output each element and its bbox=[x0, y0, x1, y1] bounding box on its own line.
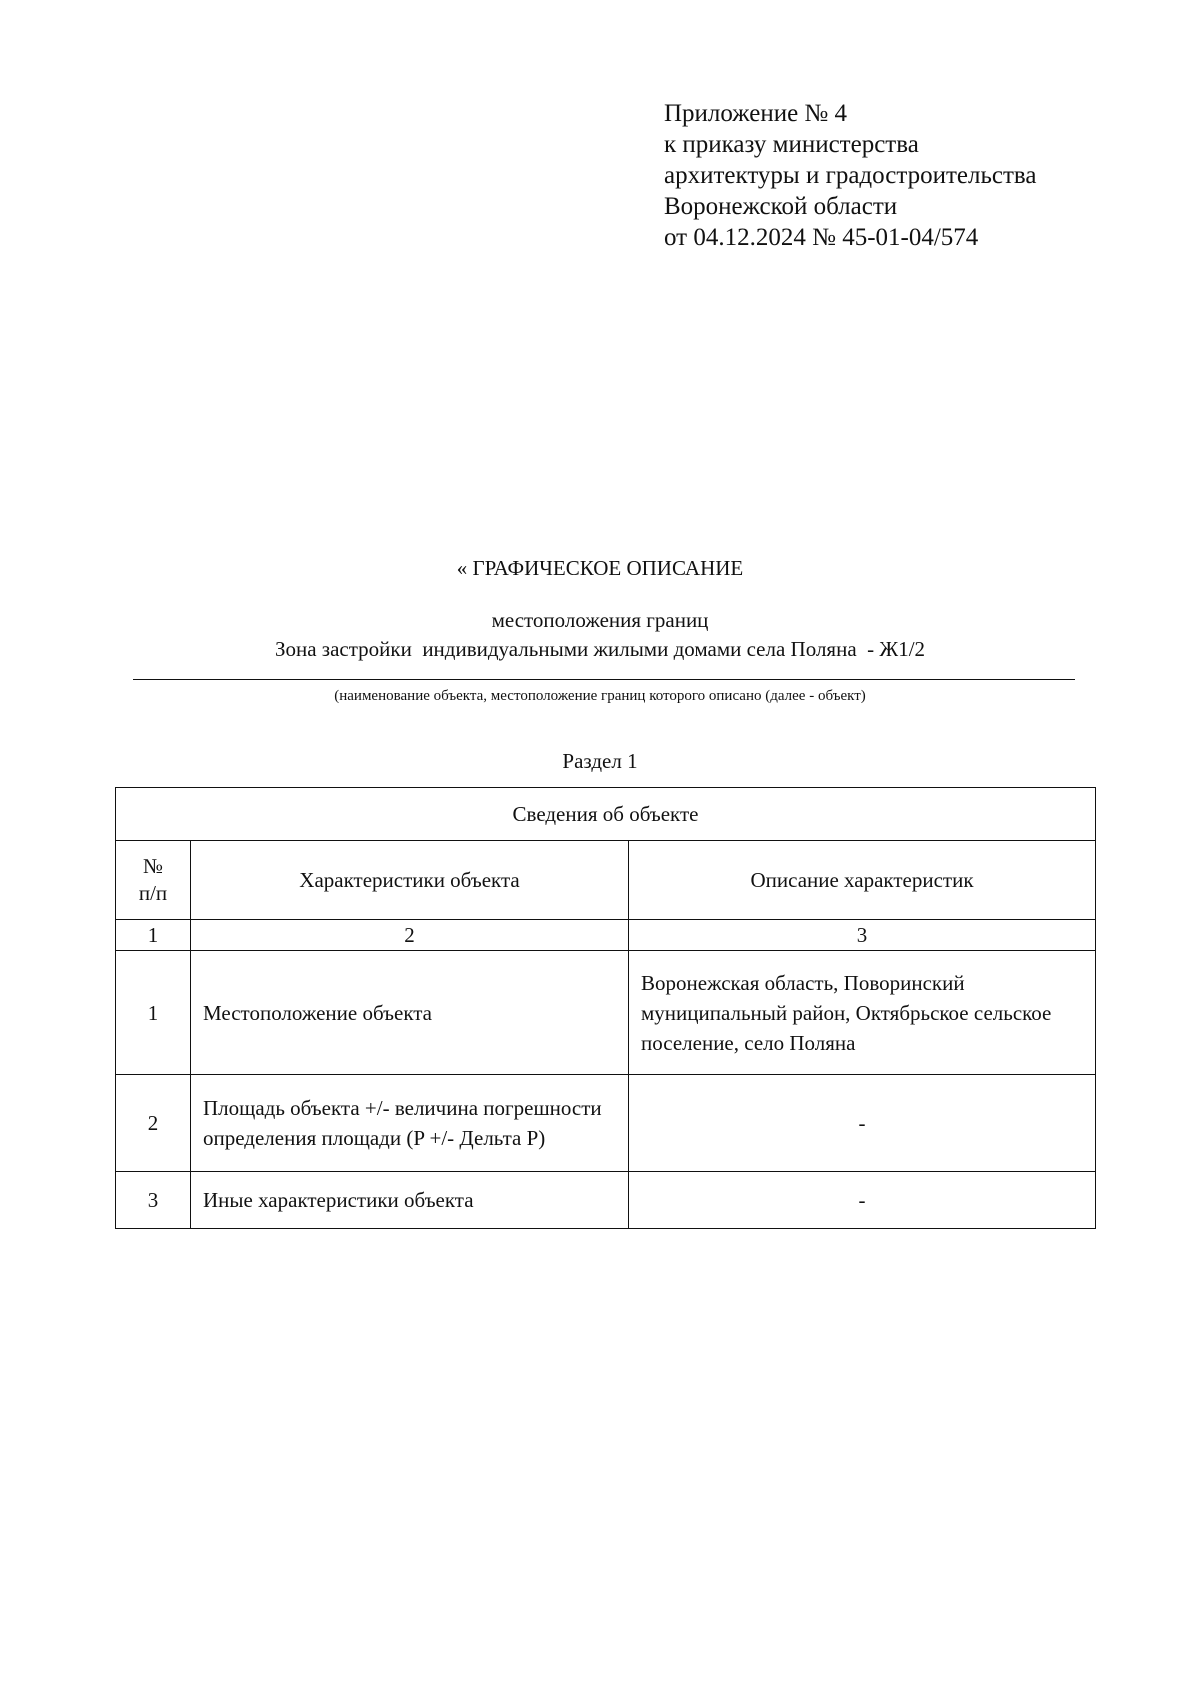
row-description: - bbox=[629, 1075, 1096, 1172]
row-characteristic: Иные характеристики объекта bbox=[191, 1172, 629, 1229]
row-number: 1 bbox=[116, 951, 191, 1075]
appendix-line: к приказу министерства bbox=[664, 131, 919, 158]
header-number bbox=[116, 841, 191, 920]
table-row bbox=[116, 1172, 1096, 1229]
object-info-table bbox=[115, 787, 1096, 1229]
table-index-row bbox=[116, 920, 1096, 951]
table-row bbox=[116, 951, 1096, 1075]
appendix-line: архитектуры и градостроительства bbox=[664, 162, 1037, 189]
appendix-line: Приложение № 4 bbox=[664, 100, 848, 127]
object-name-caption: (наименование объекта, местоположение границ которого описано (далее - объект) bbox=[334, 688, 866, 704]
appendix-block bbox=[664, 98, 1144, 253]
row-description: - bbox=[629, 1172, 1096, 1229]
object-name: Зона застройки индивидуальными жилыми домами села Поляна - Ж1/2 bbox=[274, 637, 926, 661]
header-description: Описание характеристик bbox=[629, 841, 1096, 920]
document-subtitle: местоположения границ bbox=[491, 608, 709, 632]
table-header-row bbox=[116, 841, 1096, 920]
table-row bbox=[116, 1075, 1096, 1172]
row-number: 3 bbox=[116, 1172, 191, 1229]
document-title: « ГРАФИЧЕСКОЕ ОПИСАНИЕ bbox=[456, 556, 744, 580]
section-label: Раздел 1 bbox=[562, 749, 638, 773]
row-characteristic: Местоположение объекта bbox=[191, 951, 629, 1075]
header-number-abbr: п/п bbox=[138, 881, 168, 905]
index-cell: 1 bbox=[116, 920, 191, 951]
row-characteristic: Площадь объекта +/- величина погрешности определения площади (P +/- Дельта P) bbox=[191, 1075, 629, 1172]
index-cell: 2 bbox=[191, 920, 629, 951]
row-description: Воронежская область, Поворинский муниципальный район, Октябрьское сельское поселение, село Поляна bbox=[629, 951, 1096, 1075]
index-cell: 3 bbox=[629, 920, 1096, 951]
table-caption-row bbox=[116, 788, 1096, 841]
appendix-line: Воронежской области bbox=[664, 193, 898, 220]
row-number: 2 bbox=[116, 1075, 191, 1172]
appendix-line: от 04.12.2024 № 45-01-04/574 bbox=[664, 224, 979, 251]
table-caption: Сведения об объекте bbox=[116, 788, 1096, 841]
header-characteristic: Характеристики объекта bbox=[191, 841, 629, 920]
header-number-sign: № bbox=[142, 854, 164, 878]
object-name-underline bbox=[133, 679, 1075, 680]
